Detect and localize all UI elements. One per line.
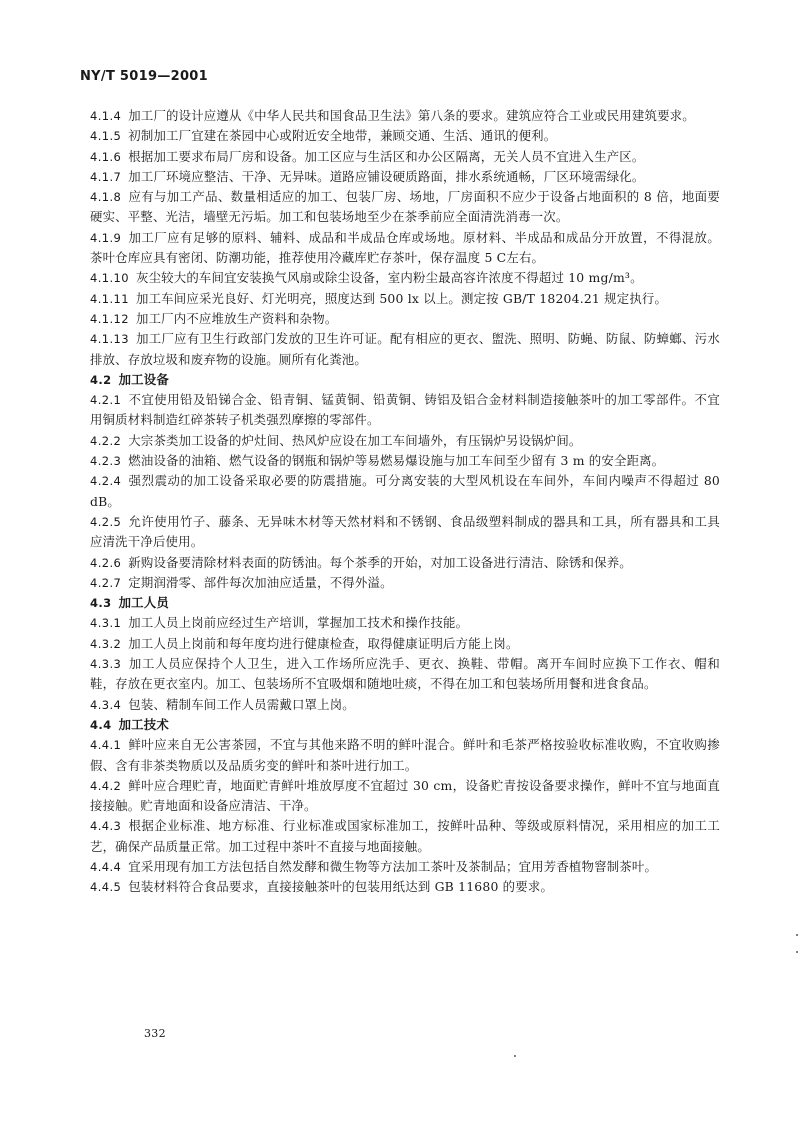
clause-text: 加工厂环境应整洁、干净、无异味。道路应铺设硬质路面，排水系统通畅，厂区环境需绿化。 (128, 168, 645, 184)
clause-text: 大宗茶类加工设备的炉灶间、热风炉应设在加工车间墙外，有压锅炉另设锅炉间。 (128, 432, 582, 448)
clause-number: 4.4 (90, 717, 112, 732)
clause-number: 4.3 (90, 596, 112, 611)
clause-text: 加工厂应有卫生行政部门发放的卫生许可证。配有相应的更衣、盥洗、照明、防蝇、防鼠、防蟑螂、污水排放、存放垃圾和废弃物的设施。厕所有化粪池。 (90, 331, 720, 367)
section-heading-text: 加工人员 (118, 595, 169, 611)
clause-paragraph (90, 289, 720, 309)
clause-text: 初制加工厂宜建在茶园中心或附近安全地带，兼顾交通、生活、通讯的便利。 (128, 128, 557, 144)
clause-paragraph (90, 877, 720, 897)
clause-number: 4.4.3 (90, 819, 122, 834)
clause-number: 4.3.4 (90, 697, 122, 712)
clause-text: 加工厂应有足够的原料、辅料、成品和半成品仓库或场地。原材料、半成品和成品分开放置，不得混放。茶叶仓库应具有密闭、防潮功能，推荐使用冷藏库贮存茶叶，保存温度 5 C左右。 (90, 229, 720, 266)
clause-number: 4.1.4 (90, 109, 122, 123)
clause-paragraph (90, 512, 720, 553)
clause-number: 4.1.10 (90, 271, 129, 286)
clause-number: 4.1.12 (90, 311, 129, 326)
clause-paragraph (90, 553, 720, 573)
clause-text: 根据加工要求布局厂房和设备。加工区应与生活区和办公区隔离，无关人员不宜进入生产区。 (128, 148, 645, 164)
clause-paragraph (90, 126, 720, 146)
document-body (90, 106, 720, 898)
clause-paragraph (90, 735, 720, 776)
clause-text: 包装材料符合食品要求，直接接触茶叶的包装用纸达到 GB 11680 的要求。 (128, 879, 554, 895)
clause-text: 灰尘较大的车间宜安装换气风扇或除尘设备，室内粉尘最高容许浓度不得超过 10 mg/m³。 (135, 270, 643, 286)
clause-paragraph (90, 147, 720, 167)
clause-number: 4.1.11 (90, 291, 129, 306)
clause-number: 4.2.6 (90, 555, 122, 570)
clause-paragraph (90, 309, 720, 329)
clause-paragraph (90, 390, 720, 431)
clause-number: 4.1.6 (90, 149, 122, 164)
clause-paragraph (90, 573, 720, 593)
clause-number: 4.2.2 (90, 433, 122, 448)
clause-number: 4.3.2 (90, 636, 122, 651)
clause-text: 加工厂内不应堆放生产资料和杂物。 (135, 310, 338, 326)
scan-speck (514, 1055, 516, 1057)
clause-number: 4.4.2 (90, 778, 122, 793)
clause-paragraph (90, 106, 720, 126)
clause-paragraph (90, 187, 720, 228)
clause-paragraph (90, 451, 720, 471)
clause-paragraph (90, 634, 720, 654)
clause-text: 鲜叶应合理贮青，地面贮青鲜叶堆放厚度不宜超过 30 cm，设备贮青按设备要求操作，鲜叶不宜与地面直接接触。贮青地面和设备应清洁、干净。 (90, 777, 720, 814)
clause-number: 4.3.3 (90, 657, 122, 672)
clause-text: 新购设备要清除材料表面的防锈油。每个茶季的开始，对加工设备进行清洁、除锈和保养。 (128, 554, 632, 570)
clause-text: 宜采用现有加工方法包括自然发酵和微生物等方法加工茶叶及茶制品；宜用芳香植物窨制茶叶。 (128, 858, 658, 874)
clause-number: 4.1.9 (90, 230, 122, 245)
clause-paragraph (90, 329, 720, 370)
clause-text: 加工人员上岗前应经过生产培训，掌握加工技术和操作技能。 (128, 615, 469, 631)
clause-paragraph (90, 816, 720, 857)
clause-text: 鲜叶应来自无公害茶园，不宜与其他来路不明的鲜叶混合。鲜叶和毛茶严格按验收标准收购，不宜收购掺假、含有非茶类物质以及品质劣变的鲜叶和茶叶进行加工。 (90, 737, 720, 773)
clause-number: 4.3.1 (90, 616, 122, 631)
clause-paragraph (90, 167, 720, 187)
clause-number: 4.2 (90, 372, 112, 387)
clause-number: 4.2.7 (90, 575, 122, 590)
clause-paragraph (90, 228, 720, 269)
clause-number: 4.1.8 (90, 190, 122, 205)
clause-text: 应有与加工产品、数量相适应的加工、包装厂房、场地，厂房面积不应少于设备占地面积的 8 倍，地面要硬实、平整、光洁，墙壁无污垢。加工和包装场地至少在茶季前应全面清洗消毒一次。 (90, 189, 720, 225)
section-heading (90, 593, 720, 613)
clause-paragraph (90, 268, 720, 288)
clause-number: 4.2.4 (90, 474, 122, 489)
scan-speck (796, 951, 798, 953)
section-heading (90, 370, 720, 390)
scan-speck (796, 934, 798, 936)
clause-text: 加工车间应采光良好、灯光明亮，照度达到 500 lx 以上。测定按 GB/T 18204.21 规定执行。 (135, 290, 668, 306)
clause-number: 4.4.4 (90, 859, 122, 874)
clause-text: 加工人员应保持个人卫生，进入工作场所应洗手、更衣、换鞋、带帽。离开车间时应换下工作衣、帽和鞋，存放在更衣室内。加工、包装场所不宜吸烟和随地吐痰，不得在加工和包装场所用餐和进食食品。 (90, 656, 720, 692)
clause-number: 4.4.1 (90, 738, 122, 753)
clause-number: 4.2.1 (90, 393, 122, 408)
clause-text: 定期润滑零、部件每次加油应适量，不得外溢。 (128, 574, 393, 590)
clause-paragraph (90, 695, 720, 715)
clause-text: 加工厂的设计应遵从《中华人民共和国食品卫生法》第八条的要求。建筑应符合工业或民用建筑要求。 (128, 108, 695, 123)
clause-paragraph (90, 776, 720, 817)
clause-number: 4.1.5 (90, 129, 122, 144)
clause-number: 4.2.5 (90, 514, 122, 529)
section-heading (90, 715, 720, 735)
clause-text: 强烈震动的加工设备采取必要的防震措施。可分离安装的大型风机设在车间外，车间内噪声不得超过 80 dB。 (90, 473, 720, 509)
clause-paragraph (90, 431, 720, 451)
clause-text: 允许使用竹子、藤条、无异味木材等天然材料和不锈钢、食品级塑料制成的器具和工具，所有器具和工具应清洗干净后使用。 (90, 513, 720, 550)
clause-number: 4.2.3 (90, 454, 122, 469)
clause-text: 根据企业标准、地方标准、行业标准或国家标准加工，按鲜叶品种、等级或原料情况，采用相应的加工工艺，确保产品质量正常。加工过程中茶叶不直接与地面接触。 (90, 818, 720, 854)
section-heading-text: 加工设备 (118, 371, 169, 387)
clause-number: 4.1.7 (90, 169, 122, 184)
clause-paragraph (90, 857, 720, 877)
clause-paragraph (90, 654, 720, 695)
clause-paragraph (90, 613, 720, 633)
clause-paragraph (90, 471, 720, 512)
section-heading-text: 加工技术 (118, 716, 169, 732)
clause-text: 包装、精制车间工作人员需戴口罩上岗。 (128, 696, 355, 712)
clause-number: 4.4.5 (90, 880, 122, 895)
clause-text: 燃油设备的油箱、燃气设备的钢瓶和锅炉等易燃易爆设施与加工车间至少留有 3 m 的安全距离。 (128, 453, 665, 469)
clause-text: 加工人员上岗前和每年度均进行健康检查，取得健康证明后方能上岗。 (128, 635, 519, 651)
standard-code-header: NY/T 5019—2001 (80, 69, 208, 84)
clause-text: 不宜使用铅及铅锑合金、铅青铜、锰黄铜、铅黄铜、铸铝及铝合金材料制造接触茶叶的加工零部件。不宜用铜质材料制造红碎茶转子机类强烈摩擦的零部件。 (90, 392, 720, 428)
page-number: 332 (144, 1027, 166, 1040)
clause-number: 4.1.13 (90, 332, 129, 347)
